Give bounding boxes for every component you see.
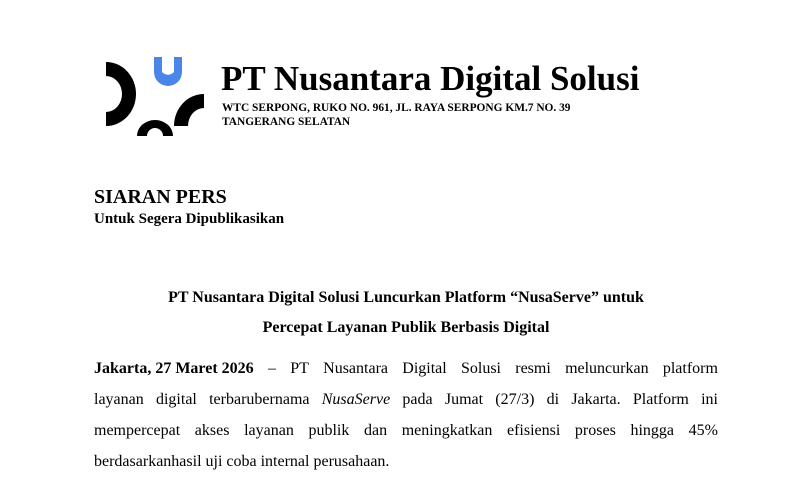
body-word: akses bbox=[194, 422, 230, 439]
body-word: layanan bbox=[94, 391, 144, 408]
body-word: digital bbox=[155, 391, 197, 408]
body-word: meluncurkan bbox=[565, 360, 649, 377]
body-word: Jumat bbox=[444, 391, 484, 408]
body-word: (27/3) bbox=[495, 391, 535, 408]
company-name: PT Nusantara Digital Solusi bbox=[221, 59, 640, 98]
logo-right-arc bbox=[174, 94, 204, 126]
body-word: – bbox=[267, 360, 276, 377]
body-word: Solusi bbox=[460, 360, 501, 377]
body-word: 45% bbox=[688, 422, 718, 439]
dateline: Jakarta, 27 Maret 2026 bbox=[94, 360, 254, 377]
body-word: ini bbox=[701, 391, 718, 408]
body-word: di bbox=[546, 391, 560, 408]
body-word: platform bbox=[662, 360, 718, 377]
body-word: mempercepat bbox=[94, 422, 181, 439]
body-word: proses bbox=[574, 422, 616, 439]
company-logo bbox=[101, 52, 209, 136]
body-line-4: berdasarkanhasil uji coba internal perusahaan. bbox=[94, 453, 390, 470]
body-word: Jakarta. bbox=[571, 391, 621, 408]
logo-blue-bowl bbox=[154, 57, 182, 86]
body-word: meningkatkan bbox=[401, 422, 493, 439]
body-word: PT bbox=[290, 360, 309, 377]
press-release-subtitle: Untuk Segera Dipublikasikan bbox=[94, 211, 285, 227]
body-word: hingga bbox=[630, 422, 674, 439]
address-line-1: WTC SERPONG, RUKO NO. 961, JL. RAYA SERPONG KM.7 NO. 39 bbox=[222, 102, 571, 114]
body-word: publik bbox=[308, 422, 350, 439]
body-word: Nusantara bbox=[323, 360, 388, 377]
body-word: layanan bbox=[244, 422, 294, 439]
body-word: pada bbox=[402, 391, 433, 408]
headline-line-2: Percepat Layanan Publik Berbasis Digital bbox=[262, 319, 550, 336]
body-line-2 bbox=[94, 384, 718, 415]
logo-left-arc bbox=[106, 62, 136, 126]
body-word: Platform bbox=[632, 391, 689, 408]
body-word: efisiensi bbox=[506, 422, 561, 439]
body-line-3 bbox=[94, 415, 718, 446]
company-address bbox=[222, 101, 571, 129]
body-line-1 bbox=[94, 353, 718, 384]
logo-bottom-arc bbox=[137, 120, 173, 136]
body-word: dan bbox=[363, 422, 388, 439]
headline bbox=[94, 283, 718, 343]
body-word: resmi bbox=[515, 360, 551, 377]
body-word: Digital bbox=[402, 360, 447, 377]
press-release-label: SIARAN PERS bbox=[94, 186, 227, 208]
body-word: NusaServe bbox=[321, 391, 391, 408]
headline-line-1: PT Nusantara Digital Solusi Luncurkan Platform “NusaServe” untuk bbox=[168, 289, 644, 306]
address-line-2: TANGERANG SELATAN bbox=[222, 116, 351, 128]
body-word: terbarubernama bbox=[209, 391, 310, 408]
body-paragraph bbox=[94, 353, 718, 477]
